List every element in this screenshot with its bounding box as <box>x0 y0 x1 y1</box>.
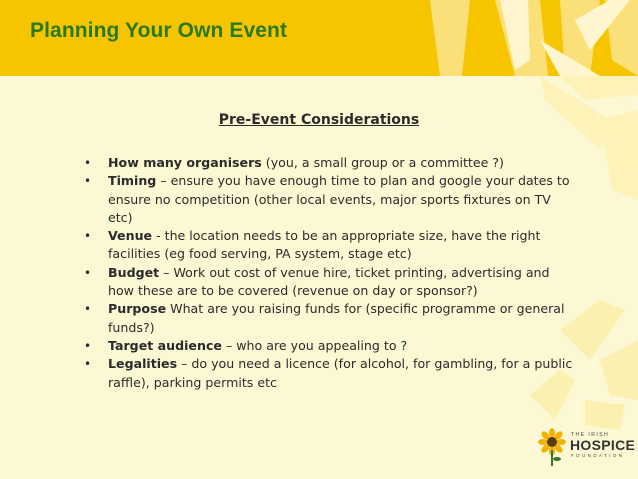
logo-text-the-irish: THE IRISH <box>571 432 610 438</box>
hospice-foundation-logo <box>538 426 638 466</box>
section-subtitle <box>0 112 638 128</box>
considerations-list <box>84 154 574 392</box>
list-item-heading: Budget <box>108 264 160 280</box>
list-item <box>84 154 574 172</box>
list-item-text: – who are you appealing to ? <box>221 337 408 353</box>
list-item <box>84 300 574 337</box>
bullet-icon: • <box>84 156 92 170</box>
list-item-heading: Legalities <box>108 356 178 372</box>
sunflower-icon <box>538 426 568 466</box>
list-item-heading: Timing <box>108 173 157 189</box>
list-item-text: What are you raising funds for (specific programme or general funds?) <box>108 301 565 335</box>
logo-text-foundation: FOUNDATION <box>571 453 625 458</box>
list-item <box>84 227 574 264</box>
list-item-heading: Venue <box>108 228 153 244</box>
bullet-icon: • <box>84 265 92 280</box>
bullet-icon: • <box>84 174 92 189</box>
list-item <box>84 355 574 392</box>
list-item-text: – ensure you have enough time to plan and google your dates to ensure no competition (other local events, major sports fixtures on TV etc) <box>108 173 570 225</box>
list-item-heading: How many organisers <box>108 155 262 170</box>
list-item-heading: Target audience <box>108 337 222 353</box>
list-item-text: – Work out cost of venue hire, ticket printing, advertising and how these are to be covered (revenue on day or sponsor?) <box>108 264 550 299</box>
logo-text-hospice: HOSPICE <box>570 437 636 453</box>
list-item-text: (you, a small group or a committee ?) <box>261 155 504 170</box>
header-band <box>0 0 638 76</box>
bullet-icon: • <box>84 357 92 372</box>
list-item <box>84 337 574 355</box>
bullet-icon: • <box>84 229 92 244</box>
page-title: Planning Your Own Event <box>30 19 288 42</box>
list-item-text: - the location needs to be an appropriate size, have the right facilities (eg food serving, PA system, stage etc) <box>108 228 541 262</box>
list-item-heading: Purpose <box>108 301 167 317</box>
list-item <box>84 172 574 227</box>
list-item <box>84 264 574 301</box>
bullet-icon: • <box>84 302 92 317</box>
bullet-icon: • <box>84 338 92 353</box>
subtitle-text: Pre-Event Considerations <box>218 112 420 128</box>
list-item-text: – do you need a licence (for alcohol, for gambling, for a public raffle), parking permits etc <box>108 356 573 390</box>
